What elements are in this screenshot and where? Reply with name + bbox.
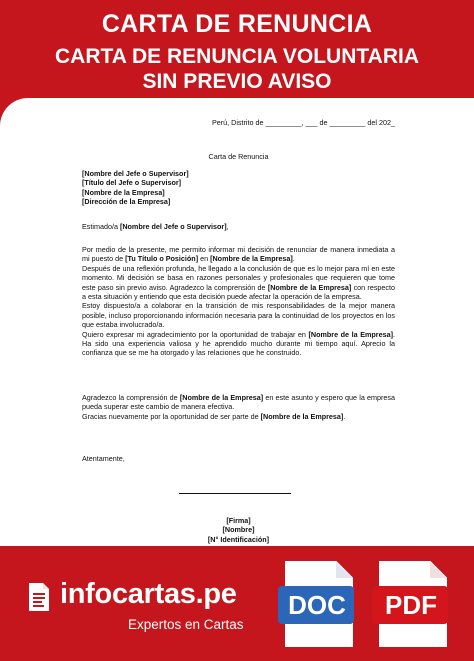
p5-text-b: en este asunto y espero que la empresa pueda superar este cambio de manera efectiva. [82, 393, 395, 412]
signature-block [82, 516, 395, 544]
greeting-suffix: , [226, 222, 229, 231]
p2-text-a: Después de una reflexión profunda, he llegado a la conclusión de que es lo mejor para mí en este momento. Mi decisión se basa en razones personales y profesionales que requieren que tome este paso sin previo aviso. Agradezco la comprensión de [82, 263, 395, 292]
paragraph-5 [82, 393, 395, 412]
banner-title: CARTA DE RENUNCIA [101, 10, 373, 38]
header-banner [0, 0, 474, 98]
p1-position: [Tu Título o Posición] [125, 254, 199, 264]
p5-text-a: Agradezco la comprensión de [82, 393, 180, 402]
document-icon [26, 582, 52, 612]
signature-line [179, 493, 291, 494]
letter-body [82, 245, 395, 358]
p1-text-b: en [198, 254, 211, 264]
pdf-label: PDF [385, 590, 437, 620]
recipient-address: [Dirección de la Empresa] [82, 197, 171, 207]
recipient-company: [Nombre de la Empresa] [82, 187, 165, 197]
recipient-block [82, 169, 189, 207]
p6-company: [Nombre de la Empresa] [260, 411, 344, 421]
closing: Atentamente, [82, 454, 125, 463]
p1-text-a: Por medio de la presente, me permito informar mi decisión de renunciar de manera inmediata a mi puesto de [82, 245, 395, 264]
p1-text-c: . [292, 254, 295, 264]
signature-firma: [Firma] [226, 516, 251, 525]
paragraph-4 [82, 330, 395, 358]
doc-file-icon[interactable] [276, 560, 358, 650]
paragraph-2 [82, 264, 395, 302]
greeting [82, 222, 229, 231]
signature-id: [N° Identificación] [207, 534, 270, 544]
banner-subtitle-line2: SIN PREVIO AVISO [142, 70, 332, 93]
p5-company: [Nombre de la Empresa] [179, 393, 264, 402]
signature-name: [Nombre] [222, 525, 255, 535]
paragraph-1 [82, 245, 395, 264]
p2-text-b: con respecto a esta situación y entiendo que esta decisión puede afectar la operación de la empresa. [82, 282, 396, 302]
pdf-file-icon[interactable] [370, 560, 452, 650]
paragraph-3: Estoy dispuesto/a a colaborar en la transición de mis responsabilidades de la mejor manera posible, incluso proporcionando información necesaria para la continuidad de los proyectos en los que estaba involucrado/a. [82, 301, 395, 330]
p4-text-a: Quiero expresar mi agradecimiento por la oportunidad de trabajar en [82, 329, 309, 339]
greeting-prefix: Estimado/a [82, 222, 120, 231]
recipient-name: [Nombre del Jefe o Supervisor] [82, 169, 189, 178]
p6-text-a: Gracias nuevamente por la oportunidad de ser parte de [82, 411, 261, 421]
p1-company: [Nombre de la Empresa] [210, 254, 293, 264]
brand-tagline: Expertos en Cartas [128, 617, 244, 632]
p6-text-b: . [343, 411, 346, 421]
letter-title: Carta de Renuncia [208, 152, 269, 161]
paragraph-6 [82, 412, 395, 421]
p4-text-b: . Ha sido una experiencia valiosa y he aprendido mucho durante mi tiempo aquí. Aprecio la confianza que se me ha otorgado y las relaciones que he construido. [82, 329, 395, 358]
brand-name[interactable]: infocartas.pe [60, 578, 237, 610]
p2-company: [Nombre de la Empresa] [267, 282, 352, 292]
greeting-name: [Nombre del Jefe o Supervisor] [119, 222, 227, 231]
letter-body-closing [82, 393, 395, 421]
p4-company: [Nombre de la Empresa] [308, 329, 393, 339]
place-date: Perú, Distrito de _________, ___ de _________ del 202_ [211, 118, 395, 127]
recipient-title: [Título del Jefe o Supervisor] [82, 178, 182, 188]
banner-subtitle-line1: CARTA DE RENUNCIA VOLUNTARIA [55, 45, 419, 68]
doc-label: DOC [288, 590, 346, 620]
